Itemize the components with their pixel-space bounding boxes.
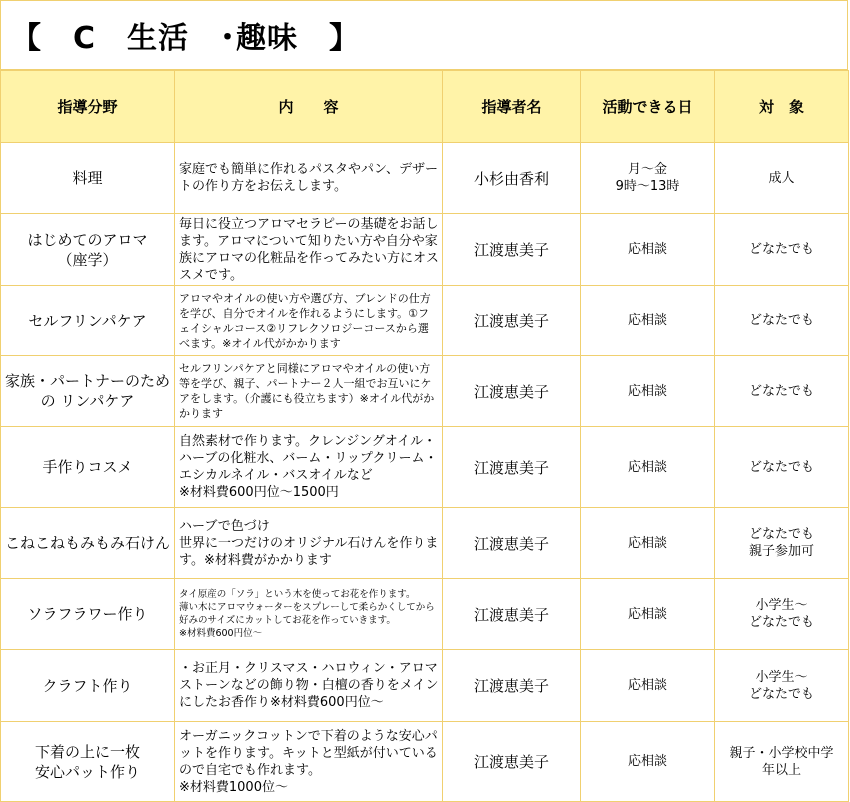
instructor-cell: 江渡恵美子 <box>443 650 581 722</box>
target-cell: どなたでも <box>715 214 849 286</box>
table-row <box>1 650 849 722</box>
target-cell: 親子・小学校中学 年以上 <box>715 722 849 802</box>
field-cell: こねこねもみもみ石けん <box>1 508 175 579</box>
activity-table <box>0 70 849 802</box>
target-cell: どなたでも <box>715 427 849 508</box>
target-cell: 成人 <box>715 143 849 214</box>
table-row <box>1 286 849 356</box>
table-row <box>1 214 849 286</box>
days-cell: 応相談 <box>581 214 715 286</box>
instructor-cell: 江渡恵美子 <box>443 214 581 286</box>
header-days: 活動できる日 <box>581 71 715 143</box>
days-cell: 月～金 9時～13時 <box>581 143 715 214</box>
field-cell: 料理 <box>1 143 175 214</box>
target-cell: 小学生～ どなたでも <box>715 650 849 722</box>
days-cell: 応相談 <box>581 579 715 650</box>
table-row <box>1 427 849 508</box>
instructor-cell: 江渡恵美子 <box>443 579 581 650</box>
field-cell: セルフリンパケア <box>1 286 175 356</box>
table-row <box>1 722 849 802</box>
instructor-cell: 江渡恵美子 <box>443 427 581 508</box>
content-cell: タイ原産の「ソラ」という木を使ってお花を作ります。 薄い木にアロマウォーターをスプレーして柔らかくしてから好みのサイズにカットしてお花を作っていきます。 ※材料費600円位～ <box>175 579 443 650</box>
header-target: 対 象 <box>715 71 849 143</box>
header-content: 内 容 <box>175 71 443 143</box>
days-cell: 応相談 <box>581 650 715 722</box>
content-cell: 自然素材で作ります。クレンジングオイル・ハーブの化粧水、バーム・リップクリーム・エシカルネイル・バスオイルなど ※材料費600円位～1500円 <box>175 427 443 508</box>
instructor-cell: 小杉由香利 <box>443 143 581 214</box>
days-cell: 応相談 <box>581 286 715 356</box>
table-row <box>1 579 849 650</box>
header-instructor: 指導者名 <box>443 71 581 143</box>
instructor-cell: 江渡恵美子 <box>443 722 581 802</box>
table-row <box>1 356 849 427</box>
field-cell: 下着の上に一枚 安心パット作り <box>1 722 175 802</box>
field-cell: クラフト作り <box>1 650 175 722</box>
page-title: 【 C 生活 ･趣味 】 <box>0 0 848 70</box>
field-cell: ソラフラワー作り <box>1 579 175 650</box>
field-cell: はじめてのアロマ （座学） <box>1 214 175 286</box>
target-cell: どなたでも <box>715 356 849 427</box>
days-cell: 応相談 <box>581 722 715 802</box>
days-cell: 応相談 <box>581 427 715 508</box>
header-field: 指導分野 <box>1 71 175 143</box>
instructor-cell: 江渡恵美子 <box>443 286 581 356</box>
days-cell: 応相談 <box>581 356 715 427</box>
table-row <box>1 508 849 579</box>
instructor-cell: 江渡恵美子 <box>443 356 581 427</box>
table-header-row <box>1 71 849 143</box>
field-cell: 手作りコスメ <box>1 427 175 508</box>
days-cell: 応相談 <box>581 508 715 579</box>
target-cell: どなたでも 親子参加可 <box>715 508 849 579</box>
instructor-cell: 江渡恵美子 <box>443 508 581 579</box>
content-cell: ・お正月・クリスマス・ハロウィン・アロマストーンなどの飾り物・白檀の香りをメインにしたお香作り※材料費600円位～ <box>175 650 443 722</box>
content-cell: 毎日に役立つアロマセラピーの基礎をお話します。アロマについて知りたい方や自分や家族にアロマの化粧品を作ってみたい方にオススメです。 <box>175 214 443 286</box>
content-cell: セルフリンパケアと同様にアロマやオイルの使い方等を学び、親子、パートナー２人一組でお互いにケアをします。（介護にも役立ちます）※オイル代がかかります <box>175 356 443 427</box>
content-cell: ハーブで色づけ 世界に一つだけのオリジナル石けんを作ります。※材料費がかかります <box>175 508 443 579</box>
target-cell: 小学生～ どなたでも <box>715 579 849 650</box>
content-cell: 家庭でも簡単に作れるパスタやパン、デザートの作り方をお伝えします。 <box>175 143 443 214</box>
field-cell: 家族・パートナーのための リンパケア <box>1 356 175 427</box>
table-row <box>1 143 849 214</box>
content-cell: アロマやオイルの使い方や選び方、ブレンドの仕方を学び、自分でオイルを作れるようにします。①フェイシャルコース②リフレクソロジーコースから選べます。※オイル代がかかります <box>175 286 443 356</box>
content-cell: オーガニックコットンで下着のような安心パットを作ります。キットと型紙が付いているので自宅でも作れます。 ※材料費1000位～ <box>175 722 443 802</box>
target-cell: どなたでも <box>715 286 849 356</box>
